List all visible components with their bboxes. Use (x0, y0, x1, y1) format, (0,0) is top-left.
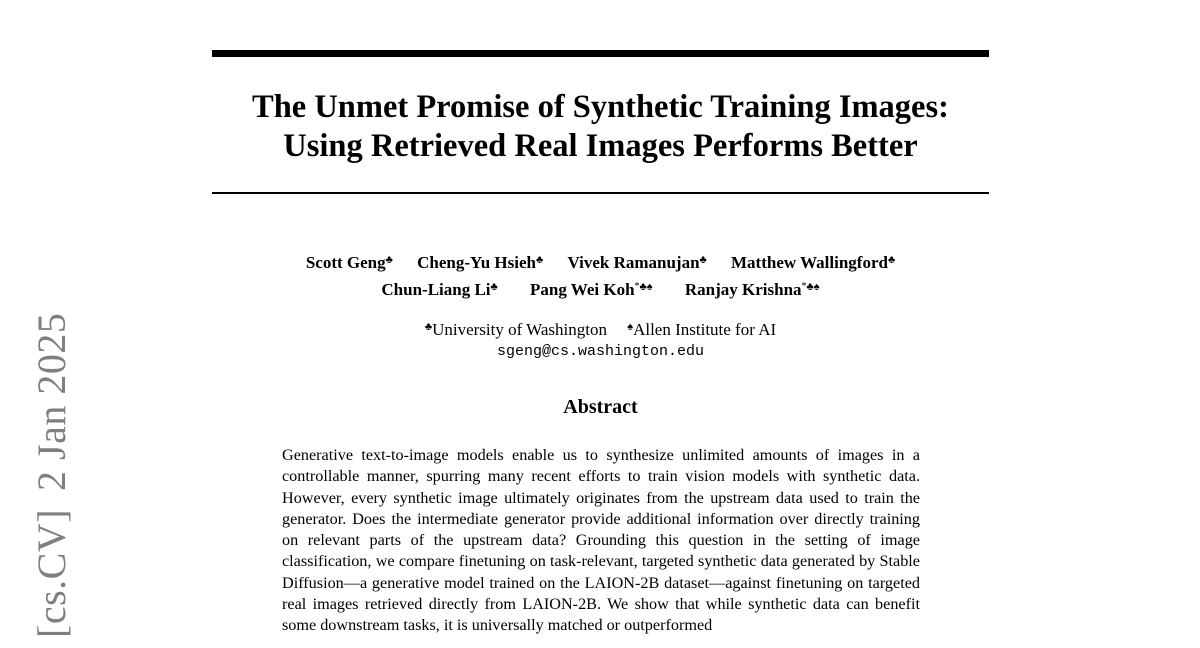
affiliation-mark: ♣♠ (806, 281, 820, 293)
author-name: Cheng-Yu Hsieh (417, 253, 536, 272)
title-bottom-rule (212, 192, 989, 194)
contact-email[interactable]: sgeng@cs.washington.edu (496, 343, 705, 360)
author (567, 253, 706, 272)
author (530, 280, 653, 299)
author-name: Scott Geng (305, 253, 386, 272)
title-top-rule (212, 50, 989, 57)
author-row-2 (212, 275, 989, 302)
author (685, 280, 820, 299)
author (306, 253, 393, 272)
author-name: Vivek Ramanujan (567, 253, 700, 272)
title-line-1: The Unmet Promise of Synthetic Training Images: (252, 89, 949, 125)
author-name: Matthew Wallingford (731, 253, 888, 272)
author-name: Pang Wei Koh (530, 280, 635, 299)
author (381, 280, 497, 299)
author-row-1 (212, 248, 989, 275)
paper-title (212, 88, 989, 166)
affiliation (627, 320, 776, 339)
affiliation-mark: ♣ (490, 281, 498, 293)
affiliation (425, 320, 607, 339)
affiliation-name: University of Washington (432, 320, 607, 339)
affiliation-name: Allen Institute for AI (633, 320, 777, 339)
affiliation-row (212, 316, 989, 341)
affiliation-mark: ♣ (385, 254, 393, 266)
abstract-heading: Abstract (563, 396, 638, 418)
affiliation-mark: ♣♠ (639, 281, 653, 293)
equal-advising-star: * (801, 281, 807, 292)
abstract-body: Generative text-to-image models enable us to synthesize unlimited amounts of images in a controllable manner, spurring many recent efforts to train vision models with synthetic data. However, every synthetic image ultimately originates from the upstream data used to train the generator. Does the intermediate generator provide additional information over directly training on relevant parts of the upstream data? Grounding this question in the setting of image classification, we compare finetuning on task-relevant, targeted synthetic data generated by Stable Diffusion—a generative model trained on the LAION-2B dataset—against finetuning on targeted real images retrieved directly from LAION-2B. We show that while synthetic data can benefit some downstream tasks, it is universally matched or outperformed (282, 446, 920, 635)
author (417, 253, 543, 272)
arxiv-category: [cs.CV] (29, 508, 74, 638)
affiliation-mark: ♣ (699, 254, 707, 266)
author-name: Ranjay Krishna (684, 280, 802, 299)
arxiv-date: 2 Jan 2025 (29, 312, 74, 491)
author-name: Chun-Liang Li (381, 280, 491, 299)
affiliation-mark: ♣ (887, 254, 896, 266)
affiliation-mark: ♣ (535, 254, 544, 266)
affiliations (212, 316, 989, 363)
affiliation-mark: ♣ (424, 321, 433, 333)
author (731, 253, 895, 272)
equal-advising-star: * (634, 281, 640, 292)
author-list (212, 248, 989, 302)
affiliation-mark: ♠ (627, 321, 634, 333)
title-line-2: Using Retrieved Real Images Performs Better (283, 128, 918, 164)
arxiv-identifier-stamp (28, 313, 75, 638)
